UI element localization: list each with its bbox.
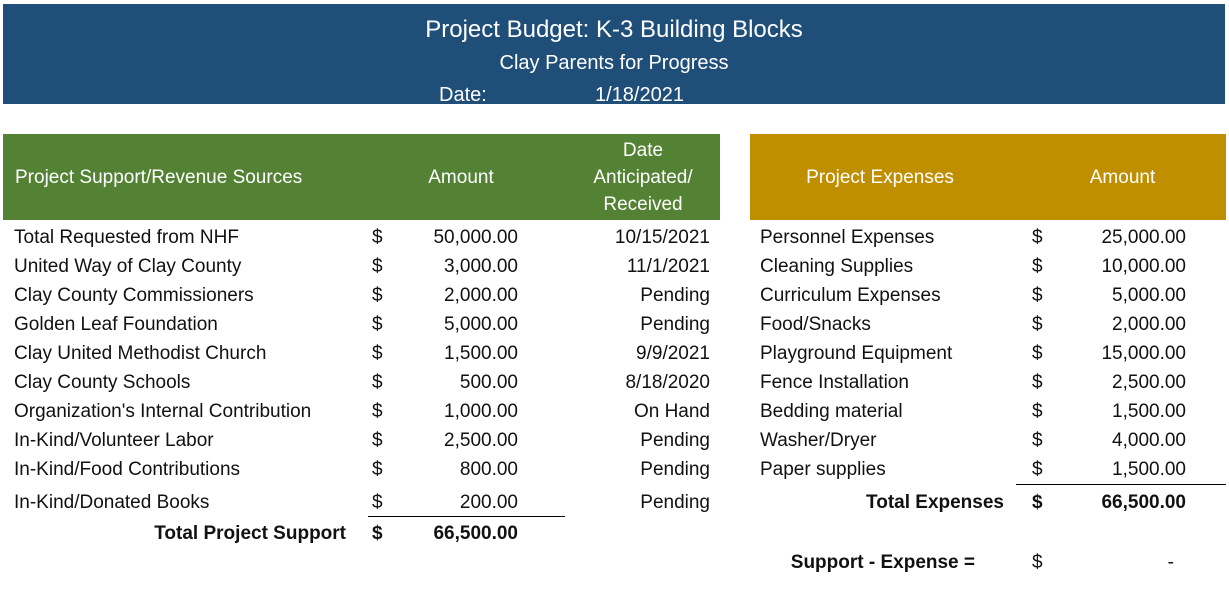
- expense-amount: 10,000.00: [1101, 256, 1186, 277]
- support-total-row: [0, 519, 740, 548]
- currency-symbol: $: [1032, 401, 1043, 422]
- currency-symbol: $: [1032, 372, 1043, 393]
- currency-symbol: $: [1032, 552, 1043, 573]
- expenses-table-header: [750, 134, 1226, 220]
- table-row: [0, 281, 740, 310]
- expense-name: Personnel Expenses: [760, 227, 935, 248]
- header-expense-amount: Amount: [1089, 166, 1156, 188]
- support-total-amount: 66,500.00: [433, 523, 518, 544]
- support-date: Pending: [640, 459, 710, 480]
- currency-symbol: $: [372, 314, 383, 335]
- source-name: Organization's Internal Contribution: [14, 401, 312, 422]
- header-date-line-1: Date: [622, 139, 664, 161]
- expense-name: Food/Snacks: [760, 314, 871, 335]
- header-date-line-3: Received: [603, 193, 683, 215]
- expense-name: Washer/Dryer: [760, 430, 877, 451]
- header-support-amount: Amount: [428, 166, 494, 188]
- support-table-header: [3, 134, 720, 220]
- currency-symbol: $: [372, 430, 383, 451]
- source-name: Clay County Commissioners: [14, 285, 254, 306]
- expense-name: Playground Equipment: [760, 343, 953, 364]
- currency-symbol: $: [372, 372, 383, 393]
- support-amount: 500.00: [459, 372, 518, 393]
- table-row: [0, 252, 740, 281]
- source-name: Clay United Methodist Church: [14, 343, 267, 364]
- support-amount: 1,500.00: [444, 343, 518, 364]
- table-row: [0, 426, 740, 455]
- table-row: [750, 339, 1226, 368]
- support-date: Pending: [640, 314, 710, 335]
- header-source: Project Support/Revenue Sources: [15, 166, 303, 188]
- source-name: United Way of Clay County: [14, 256, 242, 277]
- support-date: 8/18/2020: [625, 372, 710, 393]
- source-name: Clay County Schools: [14, 372, 191, 393]
- currency-symbol: $: [372, 227, 383, 248]
- table-row: [750, 455, 1226, 484]
- expense-total-amount: 66,500.00: [1101, 492, 1186, 513]
- support-amount: 800.00: [459, 459, 518, 480]
- expense-total-rule: [1016, 484, 1226, 485]
- source-name: In-Kind/Volunteer Labor: [14, 430, 214, 451]
- expense-amount: 5,000.00: [1112, 285, 1186, 306]
- currency-symbol: $: [372, 523, 383, 544]
- support-amount: 2,000.00: [444, 285, 518, 306]
- expense-amount: 2,000.00: [1112, 314, 1186, 335]
- expense-amount: 1,500.00: [1112, 459, 1186, 480]
- support-total-rule: [368, 516, 565, 517]
- table-row: [0, 223, 740, 252]
- currency-symbol: $: [1032, 492, 1043, 513]
- support-total-label: Total Project Support: [154, 523, 346, 544]
- expense-amount: 2,500.00: [1112, 372, 1186, 393]
- source-name: In-Kind/Donated Books: [14, 492, 210, 513]
- expense-name: Cleaning Supplies: [760, 256, 914, 277]
- currency-symbol: $: [1032, 285, 1043, 306]
- currency-symbol: $: [372, 459, 383, 480]
- table-row: [0, 397, 740, 426]
- header-date-line-2: Anticipated/: [593, 166, 693, 188]
- expense-total-label: Total Expenses: [866, 492, 1004, 513]
- currency-symbol: $: [372, 285, 383, 306]
- support-amount: 200.00: [459, 492, 518, 513]
- support-amount: 5,000.00: [444, 314, 518, 335]
- table-row: [0, 339, 740, 368]
- header-date: [563, 134, 723, 220]
- title-banner: [3, 4, 1225, 104]
- support-date: Pending: [640, 285, 710, 306]
- currency-symbol: $: [1032, 459, 1043, 480]
- balance-value: -: [1167, 552, 1174, 573]
- support-amount: 50,000.00: [433, 227, 518, 248]
- currency-symbol: $: [372, 492, 383, 513]
- date-label: Date:: [439, 84, 487, 106]
- support-date: 11/1/2021: [626, 256, 710, 277]
- expense-name: Bedding material: [760, 401, 903, 422]
- expense-name: Curriculum Expenses: [760, 285, 941, 306]
- support-date: Pending: [640, 430, 710, 451]
- source-name: In-Kind/Food Contributions: [14, 459, 241, 480]
- source-name: Golden Leaf Foundation: [14, 314, 218, 335]
- currency-symbol: $: [1032, 343, 1043, 364]
- table-row: [750, 426, 1226, 455]
- support-date: 9/9/2021: [636, 343, 710, 364]
- budget-title: Project Budget: K-3 Building Blocks: [425, 16, 803, 43]
- expense-amount: 4,000.00: [1112, 430, 1186, 451]
- expense-total-row: [750, 488, 1226, 517]
- expense-amount: 25,000.00: [1101, 227, 1186, 248]
- table-row: [750, 223, 1226, 252]
- table-row: [750, 397, 1226, 426]
- currency-symbol: $: [1032, 227, 1043, 248]
- currency-symbol: $: [372, 256, 383, 277]
- table-row: [0, 368, 740, 397]
- expense-name: Fence Installation: [760, 372, 909, 393]
- currency-symbol: $: [372, 401, 383, 422]
- expense-name: Paper supplies: [760, 459, 886, 480]
- support-amount: 2,500.00: [444, 430, 518, 451]
- header-expenses: Project Expenses: [806, 166, 954, 188]
- table-row: [0, 488, 740, 517]
- currency-symbol: $: [372, 343, 383, 364]
- balance-row: [750, 548, 1226, 577]
- support-date: On Hand: [633, 401, 710, 422]
- date-value: 1/18/2021: [595, 84, 684, 106]
- support-date: Pending: [640, 492, 710, 513]
- currency-symbol: $: [1032, 256, 1043, 277]
- table-row: [750, 368, 1226, 397]
- support-amount: 3,000.00: [444, 256, 518, 277]
- table-row: [750, 310, 1226, 339]
- currency-symbol: $: [1032, 430, 1043, 451]
- currency-symbol: $: [1032, 314, 1043, 335]
- balance-label: Support - Expense =: [790, 552, 975, 573]
- table-row: [750, 252, 1226, 281]
- support-date: 10/15/2021: [614, 227, 710, 248]
- table-row: [0, 455, 740, 484]
- table-row: [0, 310, 740, 339]
- support-amount: 1,000.00: [444, 401, 518, 422]
- expense-amount: 1,500.00: [1112, 401, 1186, 422]
- source-name: Total Requested from NHF: [14, 227, 239, 248]
- table-row: [750, 281, 1226, 310]
- expense-amount: 15,000.00: [1101, 343, 1186, 364]
- organization-name: Clay Parents for Progress: [499, 52, 729, 74]
